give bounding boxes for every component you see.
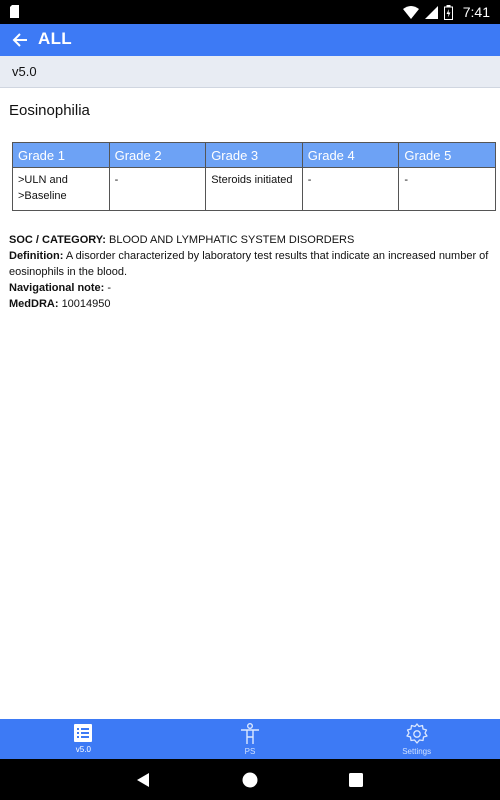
definition-value: A disorder characterized by laboratory test results that indicate an increased number of eosinophils in the blood. bbox=[9, 250, 489, 278]
bottom-nav bbox=[0, 719, 500, 759]
nav-label-version: v5.0 bbox=[75, 745, 91, 754]
wifi-icon bbox=[403, 6, 419, 19]
gear-icon bbox=[406, 723, 428, 745]
signal-icon bbox=[425, 6, 438, 19]
soc-row bbox=[9, 232, 489, 248]
nav-note-value: - bbox=[107, 282, 112, 294]
arrow-left-icon bbox=[12, 32, 28, 48]
app-bar bbox=[0, 24, 500, 56]
meddra-value: 10014950 bbox=[61, 298, 111, 310]
status-bar bbox=[0, 0, 500, 24]
grades-header-row bbox=[13, 143, 496, 168]
system-nav-bar bbox=[0, 759, 500, 800]
meddra-row bbox=[9, 296, 489, 312]
square-recents-icon bbox=[349, 773, 363, 787]
nav-note-row bbox=[9, 280, 489, 296]
grade-5-value: - bbox=[399, 168, 496, 211]
term-details bbox=[9, 232, 489, 312]
status-time: 7:41 bbox=[462, 4, 490, 20]
circle-home-icon bbox=[242, 772, 258, 788]
nav-label-ps: PS bbox=[244, 747, 256, 756]
back-button[interactable] bbox=[8, 28, 32, 52]
version-bar bbox=[0, 56, 500, 88]
definition-label: Definition: bbox=[9, 250, 64, 262]
grade-1-value: >ULN and >Baseline bbox=[13, 168, 110, 211]
nav-label-settings: Settings bbox=[402, 747, 432, 756]
nav-item-version[interactable] bbox=[0, 719, 167, 759]
term-title: Eosinophilia bbox=[9, 102, 90, 119]
sd-card-icon bbox=[10, 5, 19, 18]
list-icon bbox=[73, 723, 93, 743]
grade-3-value: Steroids initiated bbox=[206, 168, 303, 211]
grade-3-header: Grade 3 bbox=[206, 143, 303, 168]
grades-value-row bbox=[13, 168, 496, 211]
soc-label: SOC / CATEGORY: bbox=[9, 234, 106, 246]
soc-value: BLOOD AND LYMPHATIC SYSTEM DISORDERS bbox=[109, 234, 355, 246]
system-home-button[interactable] bbox=[241, 771, 259, 789]
system-recents-button[interactable] bbox=[347, 771, 365, 789]
triangle-back-icon bbox=[136, 772, 150, 788]
grade-2-value: - bbox=[109, 168, 206, 211]
grade-1-header: Grade 1 bbox=[13, 143, 110, 168]
system-back-button[interactable] bbox=[134, 771, 152, 789]
person-icon bbox=[240, 723, 260, 745]
app-bar-title: ALL bbox=[38, 29, 72, 48]
meddra-label: MedDRA: bbox=[9, 298, 59, 310]
grade-5-header: Grade 5 bbox=[399, 143, 496, 168]
definition-row bbox=[9, 248, 489, 280]
version-label: v5.0 bbox=[12, 64, 37, 79]
grade-4-header: Grade 4 bbox=[302, 143, 399, 168]
nav-note-label: Navigational note: bbox=[9, 282, 105, 294]
grade-4-value: - bbox=[302, 168, 399, 211]
grade-2-header: Grade 2 bbox=[109, 143, 206, 168]
battery-icon bbox=[444, 5, 453, 20]
grades-table bbox=[12, 142, 496, 211]
nav-item-settings[interactable] bbox=[333, 719, 500, 759]
nav-item-ps[interactable] bbox=[167, 719, 334, 759]
